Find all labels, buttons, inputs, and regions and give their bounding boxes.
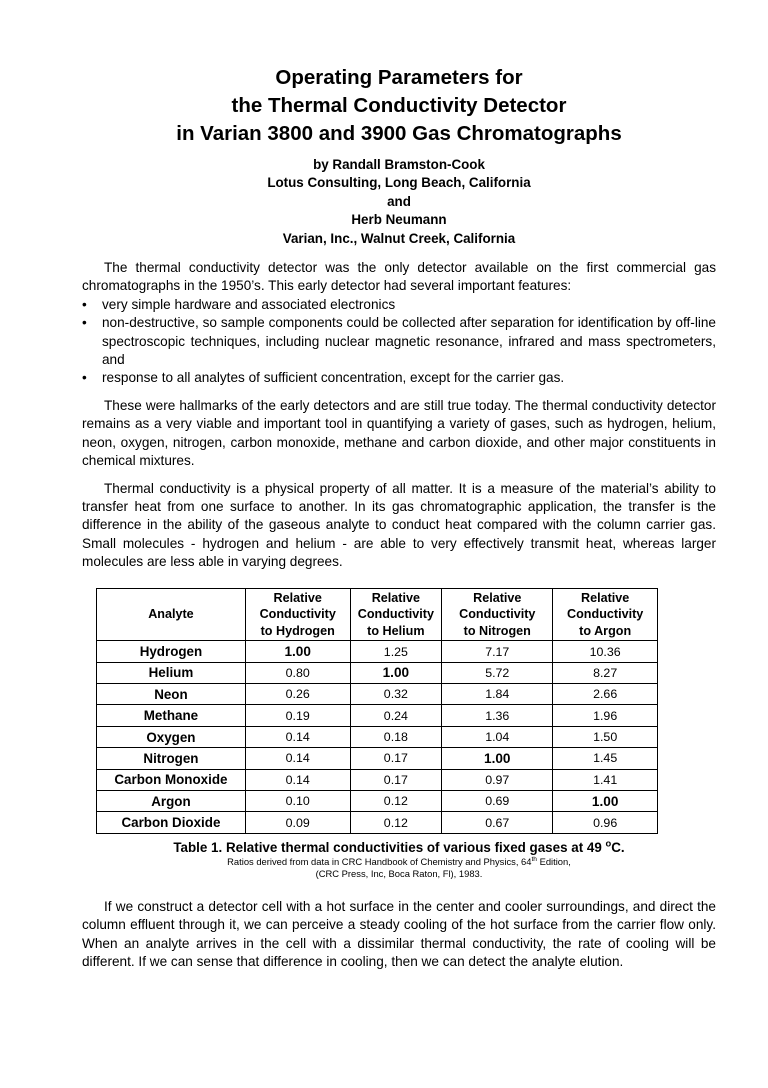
cell-argon: 1.50 [553,726,658,747]
cell-hydrogen: 0.80 [245,662,350,683]
byline-author-2: Herb Neumann [351,212,447,228]
cell-hydrogen: 0.10 [245,791,350,812]
header-analyte: Analyte [97,588,246,641]
bullet-icon: • [82,370,87,386]
table-header-row [97,588,658,641]
list-item [82,314,716,369]
cell-nitrogen: 1.36 [442,705,553,726]
cell-hydrogen: 0.19 [245,705,350,726]
header-relative-to-nitrogen: Relative Conductivity to Nitrogen [442,588,553,641]
degree-superscript: o [605,838,612,849]
list-item-text: very simple hardware and associated electronics [102,296,396,312]
conductivity-table [96,588,658,834]
list-item [82,369,716,387]
cell-helium: 0.12 [350,812,442,833]
cell-nitrogen: 0.97 [442,769,553,790]
paragraph-hallmarks: These were hallmarks of the early detectors and are still true today. The thermal conductivity detector remains as a very viable and important tool in quantifying a variety of gases, such as hydrogen, helium, neon, oxygen, nitrogen, carbon monoxide, methane and carbon dioxide, and other major constituents in chemical mixtures. [82,397,716,469]
cell-hydrogen: 0.26 [245,684,350,705]
cell-nitrogen: 7.17 [442,641,553,662]
cell-analyte: Neon [97,684,246,705]
table-row [97,705,658,726]
table-row [97,726,658,747]
cell-analyte: Carbon Monoxide [97,769,246,790]
paragraph-detector-cell: If we construct a detector cell with a hot surface in the center and cooler surroundings, and direct the column effluent through it, we can perceive a steady cooling of the hot surface from the carrier flow only. When an analyte arrives in the cell with a dissimilar thermal conductivity, the rate of cooling will be different. If we can sense that difference in cooling, then we can detect the analyte elution. [82,898,716,970]
table-row [97,769,658,790]
cell-analyte: Carbon Dioxide [97,812,246,833]
title-line-2: the Thermal Conductivity Detector [231,94,567,117]
cell-nitrogen: 5.72 [442,662,553,683]
table-row [97,641,658,662]
cell-hydrogen: 0.09 [245,812,350,833]
cell-helium: 0.18 [350,726,442,747]
cell-analyte: Oxygen [97,726,246,747]
cell-nitrogen: 0.69 [442,791,553,812]
header-relative-to-argon: Relative Conductivity to Argon [553,588,658,641]
cell-hydrogen: 0.14 [245,726,350,747]
paragraph-intro: The thermal conductivity detector was the only detector available on the first commercial gas chromatographs in the 1950’s. This early detector had several important features: [82,260,716,294]
cell-argon: 1.41 [553,769,658,790]
list-item-text: response to all analytes of sufficient concentration, except for the carrier gas. [102,370,565,386]
cell-analyte: Helium [97,662,246,683]
byline-affiliation-2: Varian, Inc., Walnut Creek, California [282,230,516,246]
document-page [0,64,768,1088]
byline-author-1: by Randall Bramston-Cook [313,157,485,172]
table-row [97,791,658,812]
source-line-1: Ratios derived from data in CRC Handbook of Chemistry and Physics, 64th Edition, [227,855,571,867]
list-item-text: non-destructive, so sample components could be collected after separation for identification by off-line spectroscopic techniques, including nuclear magnetic resonance, infrared and mass spectrometers, and [102,315,716,368]
title-line-1: Operating Parameters for [275,66,523,89]
cell-analyte: Argon [97,791,246,812]
cell-argon: 1.45 [553,748,658,769]
cell-helium: 0.17 [350,748,442,769]
author-byline [82,156,716,248]
table-row [97,662,658,683]
cell-hydrogen: 1.00 [245,641,350,662]
feature-list [82,296,716,388]
cell-argon: 0.96 [553,812,658,833]
cell-argon: 8.27 [553,662,658,683]
cell-hydrogen: 0.14 [245,769,350,790]
title-line-3: in Varian 3800 and 3900 Gas Chromatographs [176,122,622,145]
cell-helium: 0.17 [350,769,442,790]
cell-argon: 1.96 [553,705,658,726]
cell-hydrogen: 0.14 [245,748,350,769]
cell-nitrogen: 1.00 [442,748,553,769]
table-caption: Table 1. Relative thermal conductivities of various fixed gases at 49 $^o$C. [173,838,625,855]
cell-nitrogen: 0.67 [442,812,553,833]
cell-analyte: Hydrogen [97,641,246,662]
table-row [97,684,658,705]
paragraph-thermal-conductivity: Thermal conductivity is a physical property of all matter. It is a measure of the material’s ability to transfer heat from one surface to another. In its gas chromatographic application, the transfer is the difference in the ability of the gaseous analyte to conduct heat compared with the column carrier gas. Small molecules - hydrogen and helium - are able to very effectively transmit heat, whereas larger molecules are less able in varying degrees. [82,480,716,570]
document-title [82,64,716,148]
header-relative-to-hydrogen: Relative Conductivity to Hydrogen [245,588,350,641]
table-source-note [82,856,716,880]
source-line-2: (CRC Press, Inc, Boca Raton, Fl), 1983. [315,867,483,879]
cell-nitrogen: 1.04 [442,726,553,747]
list-item [82,296,716,314]
byline-conjunction: and [387,193,411,209]
table-row [97,812,658,833]
cell-analyte: Nitrogen [97,748,246,769]
cell-argon: 1.00 [553,791,658,812]
bullet-icon: • [82,296,87,312]
cell-argon: 10.36 [553,641,658,662]
header-relative-to-helium: Relative Conductivity to Helium [350,588,442,641]
cell-helium: 0.32 [350,684,442,705]
cell-helium: 0.12 [350,791,442,812]
cell-analyte: Methane [97,705,246,726]
table-row [97,748,658,769]
cell-helium: 1.00 [350,662,442,683]
bullet-icon: • [82,315,87,331]
cell-helium: 1.25 [350,641,442,662]
cell-nitrogen: 1.84 [442,684,553,705]
cell-helium: 0.24 [350,705,442,726]
cell-argon: 2.66 [553,684,658,705]
byline-affiliation-1: Lotus Consulting, Long Beach, California [267,175,531,191]
